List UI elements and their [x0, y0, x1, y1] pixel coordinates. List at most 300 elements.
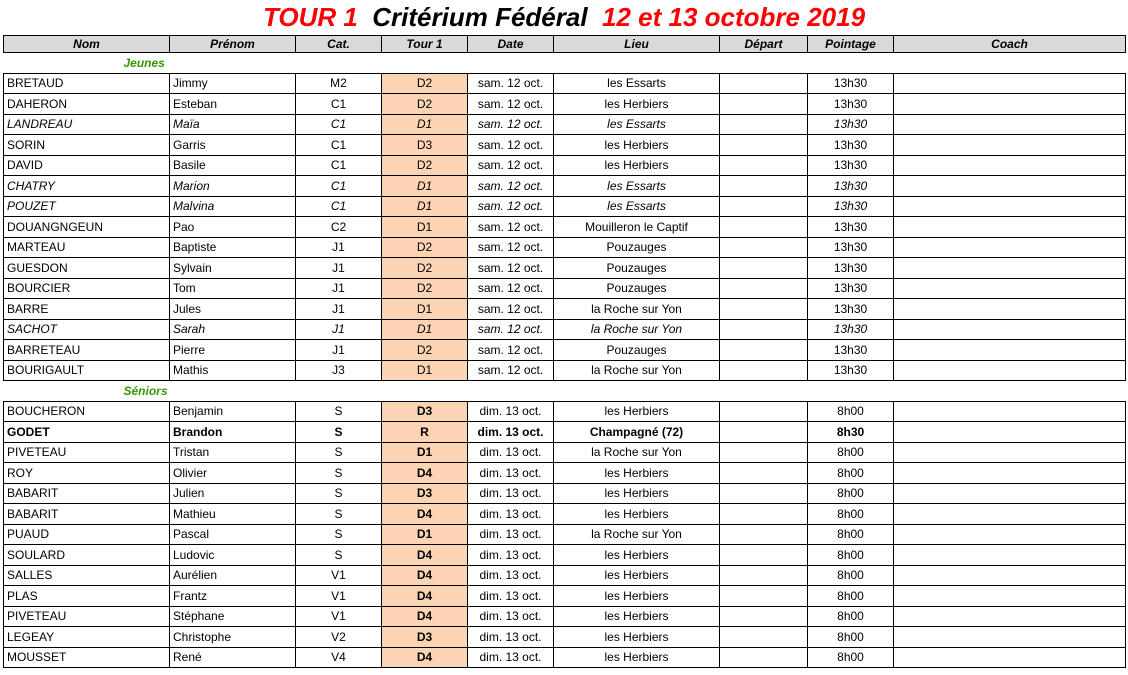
lieu-cell: Champagné (72)	[554, 422, 720, 443]
tour-cell: D3	[382, 627, 468, 648]
nom-cell: BARRE	[4, 299, 170, 320]
prenom-cell: Christophe	[170, 627, 296, 648]
nom-cell: LANDREAU	[4, 114, 170, 135]
date-cell: sam. 12 oct.	[468, 258, 554, 279]
tour-cell: D2	[382, 278, 468, 299]
nom-cell: BARRETEAU	[4, 340, 170, 361]
prenom-cell: Garris	[170, 135, 296, 156]
table-row	[4, 319, 1126, 340]
coach-cell	[894, 135, 1126, 156]
tour-cell: D1	[382, 176, 468, 197]
coach-cell	[894, 340, 1126, 361]
date-cell: sam. 12 oct.	[468, 196, 554, 217]
table-row	[4, 401, 1126, 422]
pointage-cell: 13h30	[808, 278, 894, 299]
cat-cell: S	[296, 401, 382, 422]
date-cell: dim. 13 oct.	[468, 463, 554, 484]
depart-cell	[720, 237, 808, 258]
depart-cell	[720, 483, 808, 504]
table-row	[4, 155, 1126, 176]
prenom-cell: Malvina	[170, 196, 296, 217]
cat-cell: V4	[296, 647, 382, 668]
nom-cell: SACHOT	[4, 319, 170, 340]
depart-cell	[720, 299, 808, 320]
coach-cell	[894, 422, 1126, 443]
nom-cell: MARTEAU	[4, 237, 170, 258]
prenom-cell: Mathis	[170, 360, 296, 381]
table-row	[4, 94, 1126, 115]
pointage-cell: 8h00	[808, 524, 894, 545]
prenom-cell: Pascal	[170, 524, 296, 545]
nom-cell: CHATRY	[4, 176, 170, 197]
table-row	[4, 504, 1126, 525]
header-date: Date	[468, 36, 554, 53]
tour-cell: D2	[382, 155, 468, 176]
cat-cell: C1	[296, 155, 382, 176]
criterium-table	[3, 35, 1126, 668]
coach-cell	[894, 176, 1126, 197]
lieu-cell: les Herbiers	[554, 401, 720, 422]
prenom-cell: Pao	[170, 217, 296, 238]
cat-cell: J3	[296, 360, 382, 381]
header-prenom: Prénom	[170, 36, 296, 53]
tour-cell: D1	[382, 196, 468, 217]
pointage-cell: 8h00	[808, 586, 894, 607]
cat-cell: S	[296, 545, 382, 566]
coach-cell	[894, 647, 1126, 668]
table-row	[4, 483, 1126, 504]
coach-cell	[894, 606, 1126, 627]
prenom-cell: Benjamin	[170, 401, 296, 422]
pointage-cell: 13h30	[808, 94, 894, 115]
coach-cell	[894, 442, 1126, 463]
cat-cell: J1	[296, 319, 382, 340]
header-lieu: Lieu	[554, 36, 720, 53]
cat-cell: V1	[296, 565, 382, 586]
nom-cell: PIVETEAU	[4, 606, 170, 627]
tour-cell: D4	[382, 647, 468, 668]
depart-cell	[720, 627, 808, 648]
table-row	[4, 360, 1126, 381]
date-cell: dim. 13 oct.	[468, 627, 554, 648]
prenom-cell: Baptiste	[170, 237, 296, 258]
pointage-cell: 8h00	[808, 545, 894, 566]
cat-cell: J1	[296, 237, 382, 258]
table-row	[4, 565, 1126, 586]
pointage-cell: 8h00	[808, 483, 894, 504]
cat-cell: V1	[296, 586, 382, 607]
depart-cell	[720, 94, 808, 115]
tour-cell: D1	[382, 360, 468, 381]
tour-cell: D4	[382, 463, 468, 484]
lieu-cell: les Essarts	[554, 176, 720, 197]
section-label: Jeunes	[4, 53, 1126, 74]
lieu-cell: les Essarts	[554, 73, 720, 94]
coach-cell	[894, 319, 1126, 340]
prenom-cell: Frantz	[170, 586, 296, 607]
table-row	[4, 135, 1126, 156]
tour-cell: D2	[382, 258, 468, 279]
tour-cell: D1	[382, 114, 468, 135]
nom-cell: ROY	[4, 463, 170, 484]
date-cell: dim. 13 oct.	[468, 606, 554, 627]
lieu-cell: les Herbiers	[554, 545, 720, 566]
pointage-cell: 8h00	[808, 401, 894, 422]
pointage-cell: 8h00	[808, 565, 894, 586]
tour-cell: D4	[382, 606, 468, 627]
tour-cell: D3	[382, 483, 468, 504]
lieu-cell: les Herbiers	[554, 586, 720, 607]
header-pointage: Pointage	[808, 36, 894, 53]
nom-cell: LEGEAY	[4, 627, 170, 648]
prenom-cell: Ludovic	[170, 545, 296, 566]
lieu-cell: les Herbiers	[554, 463, 720, 484]
table-row	[4, 340, 1126, 361]
cat-cell: S	[296, 463, 382, 484]
cat-cell: C1	[296, 176, 382, 197]
depart-cell	[720, 217, 808, 238]
coach-cell	[894, 360, 1126, 381]
coach-cell	[894, 73, 1126, 94]
pointage-cell: 13h30	[808, 217, 894, 238]
date-cell: sam. 12 oct.	[468, 114, 554, 135]
cat-cell: J1	[296, 278, 382, 299]
table-row	[4, 176, 1126, 197]
table-body	[4, 53, 1126, 668]
prenom-cell: Brandon	[170, 422, 296, 443]
lieu-cell: les Herbiers	[554, 155, 720, 176]
table-row	[4, 278, 1126, 299]
coach-cell	[894, 155, 1126, 176]
prenom-cell: Esteban	[170, 94, 296, 115]
nom-cell: BOURCIER	[4, 278, 170, 299]
nom-cell: GODET	[4, 422, 170, 443]
cat-cell: C2	[296, 217, 382, 238]
pointage-cell: 8h30	[808, 422, 894, 443]
pointage-cell: 13h30	[808, 237, 894, 258]
table-row	[4, 217, 1126, 238]
cat-cell: V1	[296, 606, 382, 627]
lieu-cell: la Roche sur Yon	[554, 442, 720, 463]
table-row	[4, 196, 1126, 217]
coach-cell	[894, 565, 1126, 586]
header-nom: Nom	[4, 36, 170, 53]
nom-cell: SOULARD	[4, 545, 170, 566]
nom-cell: SORIN	[4, 135, 170, 156]
pointage-cell: 13h30	[808, 176, 894, 197]
lieu-cell: Pouzauges	[554, 340, 720, 361]
lieu-cell: les Herbiers	[554, 94, 720, 115]
pointage-cell: 8h00	[808, 606, 894, 627]
nom-cell: MOUSSET	[4, 647, 170, 668]
pointage-cell: 8h00	[808, 647, 894, 668]
prenom-cell: Jules	[170, 299, 296, 320]
coach-cell	[894, 586, 1126, 607]
date-cell: dim. 13 oct.	[468, 442, 554, 463]
nom-cell: DAHERON	[4, 94, 170, 115]
cat-cell: V2	[296, 627, 382, 648]
header-tour: Tour 1	[382, 36, 468, 53]
cat-cell: S	[296, 422, 382, 443]
tour-cell: D1	[382, 217, 468, 238]
prenom-cell: Marion	[170, 176, 296, 197]
section-row	[4, 381, 1126, 402]
lieu-cell: les Herbiers	[554, 647, 720, 668]
depart-cell	[720, 73, 808, 94]
pointage-cell: 13h30	[808, 258, 894, 279]
pointage-cell: 8h00	[808, 627, 894, 648]
depart-cell	[720, 524, 808, 545]
date-cell: sam. 12 oct.	[468, 176, 554, 197]
cat-cell: C1	[296, 94, 382, 115]
tour-cell: D4	[382, 504, 468, 525]
date-cell: sam. 12 oct.	[468, 135, 554, 156]
depart-cell	[720, 586, 808, 607]
depart-cell	[720, 114, 808, 135]
coach-cell	[894, 114, 1126, 135]
depart-cell	[720, 504, 808, 525]
nom-cell: DAVID	[4, 155, 170, 176]
nom-cell: BABARIT	[4, 504, 170, 525]
depart-cell	[720, 176, 808, 197]
section-label: Séniors	[4, 381, 1126, 402]
cat-cell: C1	[296, 135, 382, 156]
depart-cell	[720, 135, 808, 156]
nom-cell: BABARIT	[4, 483, 170, 504]
header-row	[4, 36, 1126, 53]
cat-cell: S	[296, 504, 382, 525]
table-row	[4, 442, 1126, 463]
pointage-cell: 13h30	[808, 135, 894, 156]
date-cell: dim. 13 oct.	[468, 504, 554, 525]
date-cell: dim. 13 oct.	[468, 647, 554, 668]
nom-cell: DOUANGNGEUN	[4, 217, 170, 238]
tour-cell: D2	[382, 73, 468, 94]
table-row	[4, 422, 1126, 443]
title-tour: TOUR 1	[262, 2, 358, 32]
prenom-cell: Tristan	[170, 442, 296, 463]
depart-cell	[720, 463, 808, 484]
lieu-cell: les Herbiers	[554, 627, 720, 648]
tour-cell: D4	[382, 565, 468, 586]
tour-cell: D3	[382, 135, 468, 156]
pointage-cell: 13h30	[808, 196, 894, 217]
depart-cell	[720, 319, 808, 340]
coach-cell	[894, 627, 1126, 648]
title-dates: 12 et 13 octobre 2019	[602, 2, 866, 32]
date-cell: dim. 13 oct.	[468, 422, 554, 443]
page-title	[0, 0, 1128, 34]
depart-cell	[720, 647, 808, 668]
depart-cell	[720, 401, 808, 422]
lieu-cell: Pouzauges	[554, 258, 720, 279]
coach-cell	[894, 258, 1126, 279]
coach-cell	[894, 483, 1126, 504]
prenom-cell: Basile	[170, 155, 296, 176]
cat-cell: J1	[296, 340, 382, 361]
nom-cell: POUZET	[4, 196, 170, 217]
depart-cell	[720, 545, 808, 566]
cat-cell: J1	[296, 299, 382, 320]
prenom-cell: Jimmy	[170, 73, 296, 94]
coach-cell	[894, 463, 1126, 484]
date-cell: sam. 12 oct.	[468, 360, 554, 381]
date-cell: sam. 12 oct.	[468, 155, 554, 176]
coach-cell	[894, 278, 1126, 299]
nom-cell: BRETAUD	[4, 73, 170, 94]
header-cat: Cat.	[296, 36, 382, 53]
depart-cell	[720, 196, 808, 217]
lieu-cell: les Essarts	[554, 196, 720, 217]
tour-cell: D2	[382, 237, 468, 258]
lieu-cell: Pouzauges	[554, 237, 720, 258]
section-row	[4, 53, 1126, 74]
date-cell: dim. 13 oct.	[468, 565, 554, 586]
depart-cell	[720, 606, 808, 627]
cat-cell: S	[296, 524, 382, 545]
prenom-cell: Julien	[170, 483, 296, 504]
depart-cell	[720, 360, 808, 381]
table-row	[4, 545, 1126, 566]
table-row	[4, 73, 1126, 94]
date-cell: sam. 12 oct.	[468, 278, 554, 299]
coach-cell	[894, 504, 1126, 525]
date-cell: dim. 13 oct.	[468, 545, 554, 566]
cat-cell: M2	[296, 73, 382, 94]
date-cell: sam. 12 oct.	[468, 217, 554, 238]
cat-cell: C1	[296, 114, 382, 135]
pointage-cell: 13h30	[808, 340, 894, 361]
prenom-cell: Pierre	[170, 340, 296, 361]
cat-cell: J1	[296, 258, 382, 279]
tour-cell: D4	[382, 545, 468, 566]
lieu-cell: les Herbiers	[554, 606, 720, 627]
table-row	[4, 627, 1126, 648]
pointage-cell: 8h00	[808, 442, 894, 463]
lieu-cell: la Roche sur Yon	[554, 524, 720, 545]
nom-cell: GUESDON	[4, 258, 170, 279]
date-cell: sam. 12 oct.	[468, 319, 554, 340]
lieu-cell: les Herbiers	[554, 483, 720, 504]
prenom-cell: René	[170, 647, 296, 668]
tour-cell: D2	[382, 340, 468, 361]
table-row	[4, 114, 1126, 135]
depart-cell	[720, 258, 808, 279]
pointage-cell: 8h00	[808, 504, 894, 525]
lieu-cell: Pouzauges	[554, 278, 720, 299]
lieu-cell: la Roche sur Yon	[554, 319, 720, 340]
lieu-cell: les Herbiers	[554, 135, 720, 156]
coach-cell	[894, 545, 1126, 566]
header-coach: Coach	[894, 36, 1126, 53]
pointage-cell: 13h30	[808, 155, 894, 176]
depart-cell	[720, 340, 808, 361]
date-cell: dim. 13 oct.	[468, 401, 554, 422]
coach-cell	[894, 217, 1126, 238]
depart-cell	[720, 565, 808, 586]
coach-cell	[894, 196, 1126, 217]
depart-cell	[720, 278, 808, 299]
coach-cell	[894, 237, 1126, 258]
tour-cell: D4	[382, 586, 468, 607]
cat-cell: S	[296, 483, 382, 504]
tour-cell: R	[382, 422, 468, 443]
date-cell: dim. 13 oct.	[468, 524, 554, 545]
tour-cell: D1	[382, 524, 468, 545]
date-cell: dim. 13 oct.	[468, 483, 554, 504]
pointage-cell: 13h30	[808, 114, 894, 135]
table-row	[4, 258, 1126, 279]
cat-cell: C1	[296, 196, 382, 217]
prenom-cell: Tom	[170, 278, 296, 299]
nom-cell: BOUCHERON	[4, 401, 170, 422]
nom-cell: SALLES	[4, 565, 170, 586]
prenom-cell: Aurélien	[170, 565, 296, 586]
nom-cell: PUAUD	[4, 524, 170, 545]
coach-cell	[894, 524, 1126, 545]
table-row	[4, 463, 1126, 484]
depart-cell	[720, 155, 808, 176]
date-cell: sam. 12 oct.	[468, 94, 554, 115]
tour-cell: D3	[382, 401, 468, 422]
depart-cell	[720, 442, 808, 463]
table-row	[4, 237, 1126, 258]
coach-cell	[894, 401, 1126, 422]
pointage-cell: 13h30	[808, 73, 894, 94]
lieu-cell: la Roche sur Yon	[554, 360, 720, 381]
header-depart: Départ	[720, 36, 808, 53]
cat-cell: S	[296, 442, 382, 463]
lieu-cell: les Herbiers	[554, 565, 720, 586]
lieu-cell: la Roche sur Yon	[554, 299, 720, 320]
prenom-cell: Sylvain	[170, 258, 296, 279]
prenom-cell: Olivier	[170, 463, 296, 484]
title-event: Critérium Fédéral	[372, 2, 588, 32]
tour-cell: D1	[382, 442, 468, 463]
table-row	[4, 647, 1126, 668]
pointage-cell: 8h00	[808, 463, 894, 484]
pointage-cell: 13h30	[808, 299, 894, 320]
tour-cell: D1	[382, 299, 468, 320]
nom-cell: PLAS	[4, 586, 170, 607]
nom-cell: PIVETEAU	[4, 442, 170, 463]
table-row	[4, 586, 1126, 607]
lieu-cell: Mouilleron le Captif	[554, 217, 720, 238]
coach-cell	[894, 94, 1126, 115]
table-row	[4, 524, 1126, 545]
prenom-cell: Mathieu	[170, 504, 296, 525]
lieu-cell: les Herbiers	[554, 504, 720, 525]
coach-cell	[894, 299, 1126, 320]
date-cell: sam. 12 oct.	[468, 73, 554, 94]
prenom-cell: Maïa	[170, 114, 296, 135]
table-row	[4, 299, 1126, 320]
date-cell: dim. 13 oct.	[468, 586, 554, 607]
prenom-cell: Stéphane	[170, 606, 296, 627]
depart-cell	[720, 422, 808, 443]
table-row	[4, 606, 1126, 627]
tour-cell: D1	[382, 319, 468, 340]
date-cell: sam. 12 oct.	[468, 340, 554, 361]
pointage-cell: 13h30	[808, 360, 894, 381]
date-cell: sam. 12 oct.	[468, 237, 554, 258]
nom-cell: BOURIGAULT	[4, 360, 170, 381]
prenom-cell: Sarah	[170, 319, 296, 340]
tour-cell: D2	[382, 94, 468, 115]
pointage-cell: 13h30	[808, 319, 894, 340]
lieu-cell: les Essarts	[554, 114, 720, 135]
date-cell: sam. 12 oct.	[468, 299, 554, 320]
